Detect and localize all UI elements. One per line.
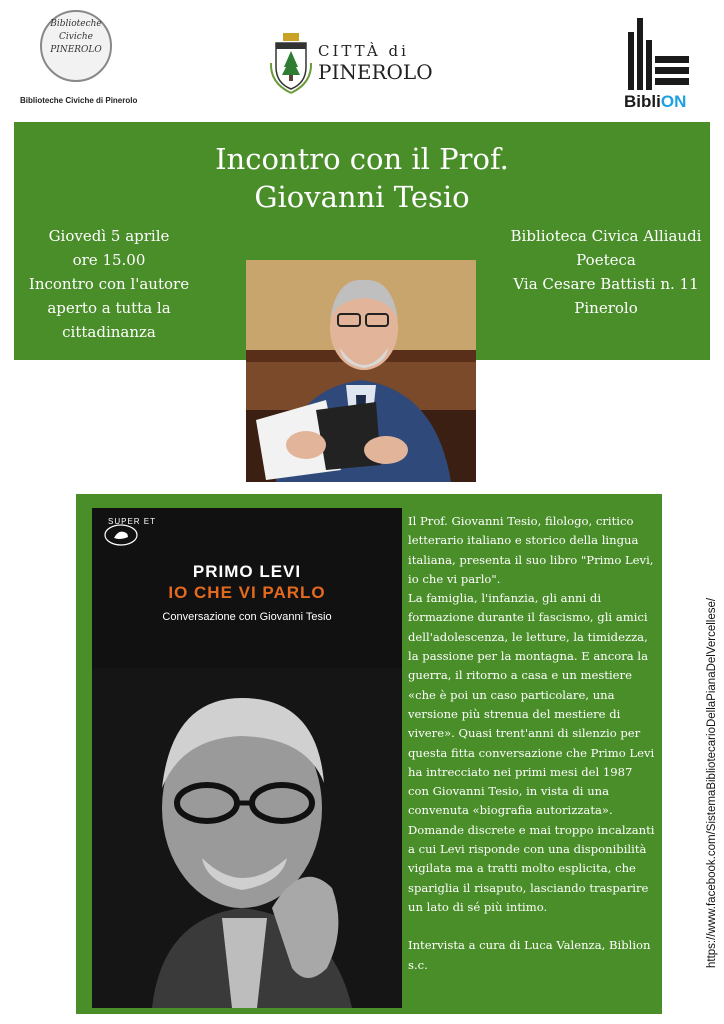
- description-intro: Il Prof. Giovanni Tesio, filologo, critico letterario italiano e storico della lingua italiana, presenta il suo libro "Primo Levi, io che vi parlo".: [408, 514, 654, 586]
- book-subtitle: Conversazione con Giovanni Tesio: [162, 611, 332, 623]
- info-line: Biblioteca Civica Alliaudi: [510, 227, 702, 245]
- biblioteche-logo-text: [40, 18, 112, 78]
- book-author: PRIMO LEVI: [192, 562, 302, 581]
- author-photo: [246, 260, 476, 482]
- info-line: aperto a tutta la: [47, 299, 171, 317]
- description-body: La famiglia, l'infanzia, gli anni di formazione durante il fascismo, gli amici dell'adolescenza, le letture, la timidezza, la passione per la montagna. E ancora la guerra, il ritorno a casa e un mestiere «che è poi un caso particolare, una versione più strenua del mestiere di vivere». Quasi trent'anni di silenzio per questa fitta conversazione che Primo Levi ha intrecciato nei primi mesi del 1987 con Giovanni Tesio, in vista di una convenuta «biografia autorizzata». Domande discrete e mai troppo incalzanti a cui Levi risponde con una disponibilità vigilata ma a tratti molto esplicita, che spariglia il risaputo, lasciando trasparire un lato di sé più intimo.: [408, 591, 655, 914]
- einaudi-ostrich-icon: [104, 524, 138, 546]
- info-line: cittadinanza: [62, 323, 156, 341]
- citta-label: CITTÀ di: [318, 42, 409, 60]
- book-description: [408, 512, 656, 975]
- logo-text-line: Biblioteche: [50, 19, 102, 29]
- info-line: Incontro con l'autore: [28, 275, 190, 293]
- info-line: Pinerolo: [574, 299, 638, 317]
- pinerolo-crest-icon: [268, 33, 314, 95]
- biblion-logo-icon: [626, 18, 690, 90]
- logo-text-line: PINEROLO: [50, 45, 102, 55]
- facebook-url-link[interactable]: https://www.facebook.com/SistemaBibliotecarioDellaPianaDelVercellese/: [706, 597, 718, 968]
- biblioteche-caption: Biblioteche Civiche di Pinerolo: [20, 96, 138, 105]
- logo-text-line: Civiche: [59, 32, 93, 42]
- info-line: ore 15.00: [72, 251, 146, 269]
- event-title-line2: Giovanni Tesio: [254, 180, 470, 214]
- book-title: IO CHE VI PARLO: [168, 583, 326, 602]
- biblion-suffix: ON: [660, 92, 687, 111]
- info-line: Via Cesare Battisti n. 11: [513, 275, 699, 293]
- biblion-wordmark: [624, 92, 686, 112]
- description-credit: Intervista a cura di Luca Valenza, Biblion s.c.: [408, 938, 651, 972]
- event-date-info: [14, 224, 204, 344]
- event-title-line1: Incontro con il Prof.: [215, 142, 509, 176]
- pinerolo-label: PINEROLO: [318, 60, 433, 84]
- primo-levi-portrait: [92, 668, 402, 1008]
- info-line: Giovedì 5 aprile: [48, 227, 170, 245]
- book-series: SUPER ET: [108, 517, 157, 526]
- biblion-prefix: Bibli: [624, 92, 661, 111]
- event-location-info: [496, 224, 716, 320]
- book-cover: [92, 508, 402, 1008]
- info-line: Poeteca: [576, 251, 636, 269]
